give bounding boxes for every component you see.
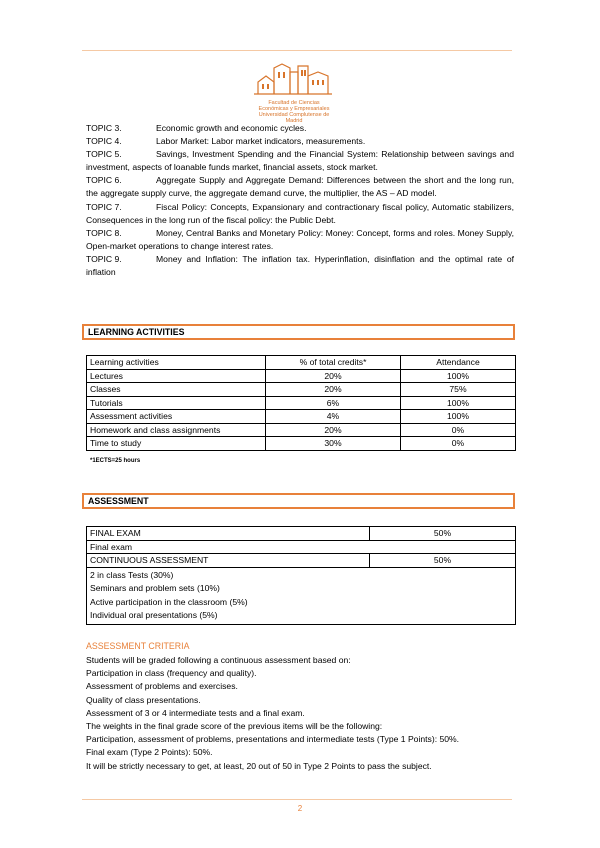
faculty-logo bbox=[252, 58, 336, 124]
table-row bbox=[87, 369, 516, 383]
table-cell: 20% bbox=[266, 369, 401, 383]
continuous-assessment-items bbox=[87, 567, 516, 624]
table-cell: 75% bbox=[401, 383, 516, 397]
building-logo-icon bbox=[252, 58, 336, 98]
assessment-heading: ASSESSMENT bbox=[82, 493, 515, 509]
table-cell: Assessment activities bbox=[87, 410, 266, 424]
topic-number: TOPIC 6. bbox=[86, 175, 122, 186]
criteria-line: It will be strictly necessary to get, at least, 20 out of 50 in Type 2 Points to pass the subject. bbox=[86, 760, 432, 771]
topic-item bbox=[86, 135, 514, 148]
table-row bbox=[87, 410, 516, 424]
table-row bbox=[87, 527, 516, 541]
table-cell: 0% bbox=[401, 437, 516, 451]
criteria-line: Participation in class (frequency and quality). bbox=[86, 668, 257, 679]
table-header-row bbox=[87, 356, 516, 370]
assessment-item: Seminars and problem sets (10%) bbox=[90, 583, 220, 593]
table-cell: 4% bbox=[266, 410, 401, 424]
final-exam-label: FINAL EXAM bbox=[87, 527, 370, 541]
topic-text: Money and Inflation: The inflation tax. Hyperinflation, disinflation and the optimal rate of inflation bbox=[86, 253, 514, 278]
criteria-line: Final exam (Type 2 Points): 50%. bbox=[86, 747, 213, 758]
table-header-cell: Learning activities bbox=[87, 356, 266, 370]
continuous-assessment-weight: 50% bbox=[370, 554, 516, 568]
topic-item bbox=[86, 122, 514, 135]
table-cell: 20% bbox=[266, 423, 401, 437]
assessment-item: Individual oral presentations (5%) bbox=[90, 610, 218, 620]
criteria-line: Students will be graded following a continuous assessment based on: bbox=[86, 655, 351, 665]
table-cell: 6% bbox=[266, 396, 401, 410]
table-cell: 30% bbox=[266, 437, 401, 451]
table-row bbox=[87, 554, 516, 568]
topic-item bbox=[86, 148, 514, 174]
table-cell: Lectures bbox=[87, 369, 266, 383]
continuous-assessment-label: CONTINUOUS ASSESSMENT bbox=[87, 554, 370, 568]
table-cell: 20% bbox=[266, 383, 401, 397]
criteria-line: The weights in the final grade score of the previous items will be the following: bbox=[86, 721, 383, 732]
topic-text: Economic growth and economic cycles. bbox=[156, 123, 307, 133]
logo-line: Económicas y Empresariales bbox=[258, 106, 330, 112]
page-number: 2 bbox=[297, 804, 303, 813]
topic-number: TOPIC 3. bbox=[86, 123, 122, 133]
topic-text: Fiscal Policy: Concepts, Expansionary and contractionary fiscal policy, Automatic stabilizers, Consequences in the long run of the fiscal policy: the Public Debt. bbox=[86, 201, 514, 225]
ects-note: *1ECTS=25 hours bbox=[90, 458, 141, 464]
topic-number: TOPIC 8. bbox=[86, 227, 122, 238]
learning-activities-heading: LEARNING ACTIVITIES bbox=[82, 324, 515, 340]
table-row bbox=[87, 396, 516, 410]
table-row bbox=[87, 423, 516, 437]
table-row bbox=[87, 540, 516, 554]
topics-list bbox=[86, 122, 514, 279]
table-cell: Tutorials bbox=[87, 396, 266, 410]
table-cell: Classes bbox=[87, 383, 266, 397]
logo-line: Facultad de Ciencias bbox=[268, 100, 320, 106]
table-header-cell: % of total credits* bbox=[266, 356, 401, 370]
table-header-cell: Attendance bbox=[401, 356, 516, 370]
table-row bbox=[87, 437, 516, 451]
topic-text: Money, Central Banks and Monetary Policy: Money: Concept, forms and roles. Money Supply, Open-market operations to change interest rates. bbox=[86, 227, 514, 251]
learning-activities-table bbox=[86, 355, 516, 451]
topic-item bbox=[86, 253, 514, 279]
table-cell: 100% bbox=[401, 396, 516, 410]
criteria-line: Assessment of problems and exercises. bbox=[86, 681, 238, 692]
topic-text: Savings, Investment Spending and the Financial System: Relationship between savings and investment, aspects of loanable funds market, financial assets, stock market. bbox=[86, 149, 514, 173]
final-exam-weight: 50% bbox=[370, 527, 516, 541]
topic-item bbox=[86, 201, 514, 227]
assessment-item: 2 in class Tests (30%) bbox=[90, 569, 174, 580]
topic-number: TOPIC 4. bbox=[86, 136, 122, 147]
topic-item bbox=[86, 227, 514, 253]
topic-text: Aggregate Supply and Aggregate Demand: Differences between the short and the long run, the aggregate supply curve, the aggregate demand curve, the multiplier, the AS – AD model. bbox=[86, 175, 514, 199]
assessment-criteria-text bbox=[86, 654, 516, 773]
table-row bbox=[87, 567, 516, 624]
table-cell: 0% bbox=[401, 423, 516, 437]
topic-item bbox=[86, 174, 514, 200]
table-cell: Homework and class assignments bbox=[87, 423, 266, 437]
logo-line: Universidad Complutense de Madrid bbox=[258, 112, 330, 124]
table-cell: Time to study bbox=[87, 437, 266, 451]
table-row bbox=[87, 383, 516, 397]
table-cell: 100% bbox=[401, 410, 516, 424]
assessment-item: Active participation in the classroom (5%) bbox=[90, 596, 248, 607]
topic-number: TOPIC 7. bbox=[86, 201, 122, 212]
footer-rule bbox=[82, 799, 512, 800]
topic-number: TOPIC 5. bbox=[86, 149, 122, 160]
assessment-table bbox=[86, 526, 516, 625]
topic-text: Labor Market: Labor market indicators, measurements. bbox=[156, 136, 366, 147]
final-exam-detail: Final exam bbox=[87, 540, 516, 554]
topic-number: TOPIC 9. bbox=[86, 253, 122, 264]
header-rule bbox=[82, 50, 512, 51]
criteria-line: Participation, assessment of problems, presentations and intermediate tests (Type 1 Points): 50%. bbox=[86, 734, 460, 745]
table-cell: 100% bbox=[401, 369, 516, 383]
assessment-criteria-title: ASSESSMENT CRITERIA bbox=[86, 641, 190, 651]
criteria-line: Quality of class presentations. bbox=[86, 694, 201, 705]
criteria-line: Assessment of 3 or 4 intermediate tests and a final exam. bbox=[86, 707, 305, 718]
